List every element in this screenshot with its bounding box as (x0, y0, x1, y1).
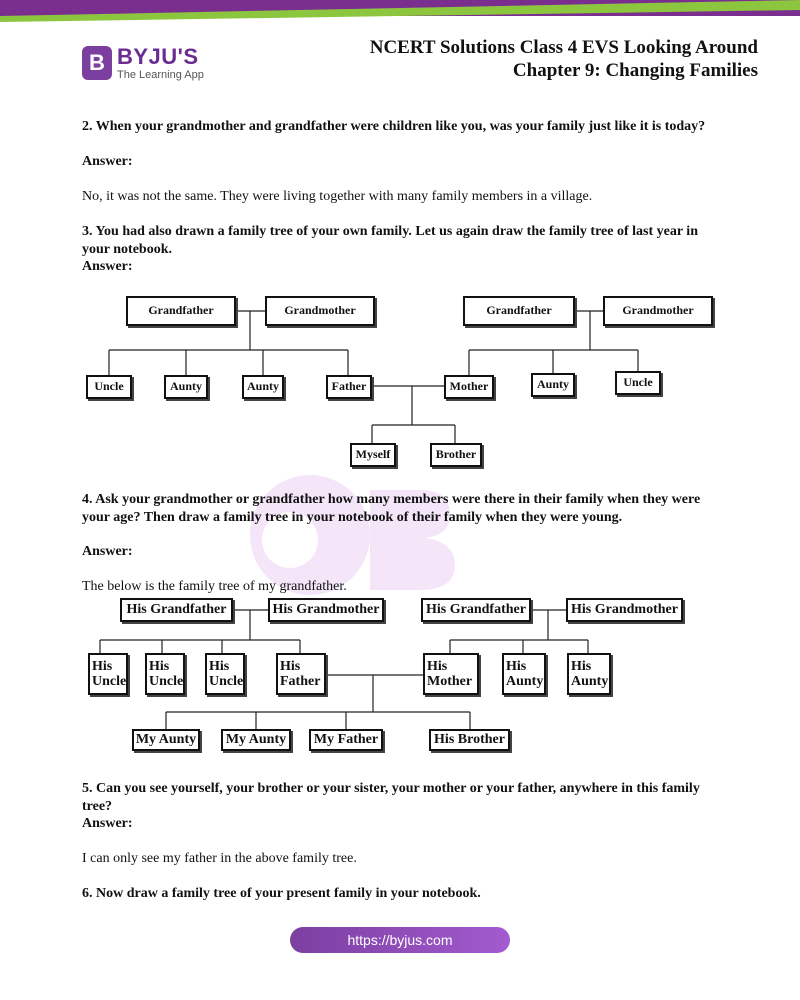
answer-label-2: Answer: (82, 154, 133, 169)
tree1-mother: Mother (444, 375, 494, 399)
tree2-my-aunty-2: My Aunty (221, 729, 291, 751)
answer-2: No, it was not the same. They were living together with many family members in a village. (82, 189, 593, 204)
answer-4-intro: The below is the family tree of my grandfather. (82, 579, 347, 594)
tree2-his-father-his: His (280, 658, 301, 674)
tree2-his-uncle-2 (145, 653, 185, 695)
question-4: 4. Ask your grandmother or grandfather how many members were there in their family when they were your age? Then draw a family tree in your notebook of their family when they were young. (82, 492, 701, 525)
tree2-his-brother: His Brother (429, 729, 510, 751)
tree1-aunty-2: Aunty (242, 375, 284, 399)
answer-label-5: Answer: (82, 816, 133, 831)
brand-tagline: The Learning App (117, 68, 204, 81)
tree1-paternal-grandfather: Grandfather (126, 296, 236, 326)
tree2-his-aunty-1-his: His (506, 658, 527, 674)
answer-label-4: Answer: (82, 544, 133, 559)
tree2-his-grandfather-1: His Grandfather (120, 598, 233, 622)
tree1-maternal-grandfather: Grandfather (463, 296, 575, 326)
tree2-his-uncle-3 (205, 653, 245, 695)
tree1-paternal-grandmother: Grandmother (265, 296, 375, 326)
footer-website-link[interactable]: https://byjus.com (290, 927, 510, 953)
tree1-myself: Myself (350, 443, 396, 467)
tree2-my-aunty-1: My Aunty (132, 729, 200, 751)
tree2-his-grandmother-1: His Grandmother (268, 598, 384, 622)
tree1-aunty-3: Aunty (531, 373, 575, 397)
answer-5: I can only see my father in the above family tree. (82, 851, 357, 866)
question-2: 2. When your grandmother and grandfather were children like you, was your family just like it is today? (82, 119, 706, 134)
tree2-his-aunty-2-relation: Aunty (571, 674, 609, 689)
tree2-his-uncle-1-relation: Uncle (92, 674, 127, 689)
tree1-brother: Brother (430, 443, 482, 467)
tree1-maternal-grandmother: Grandmother (603, 296, 713, 326)
tree2-his-uncle-3-relation: Uncle (209, 674, 244, 689)
tree2-his-uncle-1-his: His (92, 658, 113, 674)
brand-name: BYJU'S (117, 43, 199, 69)
tree2-my-father: My Father (309, 729, 383, 751)
tree1-uncle-2: Uncle (615, 371, 661, 395)
question-3: 3. You had also drawn a family tree of your own family. Let us again draw the family tree of last year in your notebook. (82, 224, 698, 257)
tree2-his-aunty-1-relation: Aunty (506, 674, 544, 689)
tree2-his-uncle-1 (88, 653, 128, 695)
tree2-his-aunty-2-his: His (571, 658, 592, 674)
tree2-his-mother (423, 653, 479, 695)
tree2-his-grandmother-2: His Grandmother (566, 598, 683, 622)
tree2-his-aunty-2 (567, 653, 611, 695)
question-6: 6. Now draw a family tree of your present family in your notebook. (82, 886, 481, 901)
title-line-2: Chapter 9: Changing Families (512, 60, 758, 81)
tree2-his-father (276, 653, 326, 695)
tree2-his-grandfather-2: His Grandfather (421, 598, 531, 622)
tree2-his-father-relation: Father (280, 674, 321, 689)
tree2-his-mother-relation: Mother (427, 674, 473, 689)
tree2-his-aunty-1 (502, 653, 546, 695)
tree2-his-uncle-3-his: His (209, 658, 230, 674)
byjus-logo-mark: B (82, 46, 112, 80)
tree1-aunty-1: Aunty (164, 375, 208, 399)
tree1-uncle-1: Uncle (86, 375, 132, 399)
answer-label-3: Answer: (82, 259, 133, 274)
title-line-1: NCERT Solutions Class 4 EVS Looking Around (369, 37, 758, 58)
tree2-his-mother-his: His (427, 658, 448, 674)
tree2-his-uncle-2-relation: Uncle (149, 674, 184, 689)
tree1-father: Father (326, 375, 372, 399)
tree2-his-uncle-2-his: His (149, 658, 170, 674)
question-5: 5. Can you see yourself, your brother or your sister, your mother or your father, anywhere in this family tree? (82, 781, 700, 814)
